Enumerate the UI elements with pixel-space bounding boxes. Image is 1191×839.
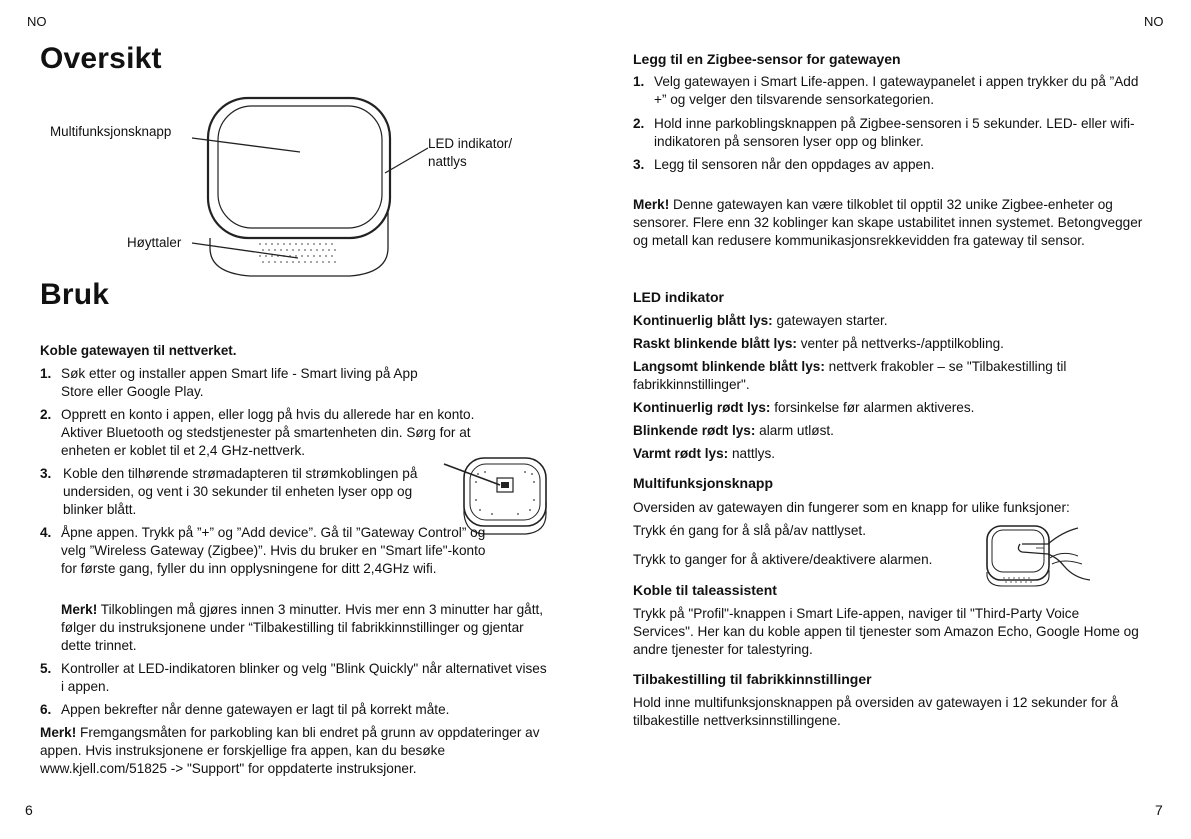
step-text: Koble den tilhørende strømadapteren til strømkoblingen på undersiden, og vent i 30 sekunder til enheten lyser opp og blinker blått. <box>63 466 418 517</box>
led-item-text: gatewayen starter. <box>772 313 888 328</box>
overview-title: Oversikt <box>40 42 162 75</box>
led-item-text: alarm utløst. <box>755 423 834 438</box>
language-code-right: NO <box>1144 14 1164 29</box>
multifunction-press-once: Trykk én gang for å slå på/av nattlyset. <box>633 523 866 538</box>
label-multifunction-button: Multifunksjonsknapp <box>50 124 172 139</box>
note-label: Merk! <box>633 197 670 212</box>
led-item-label: Raskt blinkende blått lys: <box>633 336 797 351</box>
connect-heading: Koble gatewayen til nettverket. <box>40 343 237 358</box>
step-text: Appen bekrefter når denne gatewayen er lagt til på korrekt måte. <box>61 702 450 717</box>
led-item-text: forsinkelse før alarmen aktiveres. <box>770 400 975 415</box>
connect-step-6 <box>40 701 550 719</box>
connect-step-5 <box>40 660 550 696</box>
language-code-left: NO <box>27 14 47 29</box>
zigbee-note <box>633 196 1153 250</box>
note-label: Merk! <box>61 602 98 617</box>
led-item <box>633 399 1153 417</box>
pairing-final-note <box>40 724 550 778</box>
note-text: Fremgangsmåten for parkobling kan bli endret på grunn av oppdateringer av appen. Hvis instruksjonene er forskjellige fra appen, kan du besøke www.kjell.com/51825 -> "Support" for oppdaterte instruksjoner. <box>40 725 540 776</box>
label-led-nightlight: LED indikator/ nattlys <box>428 136 513 169</box>
device-top-outer <box>208 98 390 238</box>
speaker-grille <box>259 243 336 263</box>
factory-reset-heading: Tilbakestilling til fabrikkinnstillinger <box>633 671 872 687</box>
leader-line-led <box>385 148 428 173</box>
note-label: Merk! <box>40 725 77 740</box>
step-number: 1. <box>633 74 645 89</box>
page-number-right: 7 <box>1155 802 1163 818</box>
step-number: 1. <box>40 366 52 381</box>
led-item <box>633 422 1153 440</box>
step4-note <box>61 601 546 655</box>
hand-press-illustration <box>982 520 1102 590</box>
step-text: Velg gatewayen i Smart Life-appen. I gatewaypanelet i appen trykker du på ”Add +” og velger den tilsvarende sensorkategorien. <box>654 74 1139 107</box>
step-text: Søk etter og installer appen Smart life - Smart living på App Store eller Google Play. <box>61 366 418 399</box>
led-heading: LED indikator <box>633 289 725 305</box>
device-diagram <box>180 88 440 288</box>
led-item <box>633 358 1123 394</box>
led-item-label: Blinkende rødt lys: <box>633 423 756 438</box>
multifunction-press-twice: Trykk to ganger for å aktivere/deaktivere alarmen. <box>633 552 933 567</box>
led-item-text: nettverk frakobler – se "Tilbakestilling til fabrikkinnstillinger". <box>633 359 1067 392</box>
step-text: Hold inne parkoblingsknappen på Zigbee-sensoren i 5 sekunder. LED- eller wifi-indikatoren på sensoren lyser opp og blinker. <box>654 116 1135 149</box>
led-item-text: venter på nettverks-/apptilkobling. <box>796 336 1004 351</box>
step-number: 4. <box>40 525 52 540</box>
zigbee-heading: Legg til en Zigbee-sensor for gatewayen <box>633 51 901 67</box>
led-item-label: Kontinuerlig rødt lys: <box>633 400 771 415</box>
step-text: Åpne appen. Trykk på ”+” og ”Add device”. Gå til ”Gateway Control” og velg ”Wireless Gateway (Zigbee)”. Hvis du bruker en "Smart life"-konto for første gang, fyller du inn opplysningene for ditt 2,4GHz wifi. <box>61 525 486 576</box>
step-text: Legg til sensoren når den oppdages av appen. <box>654 157 935 172</box>
led-item-label: Varmt rødt lys: <box>633 446 729 461</box>
connect-step-3 <box>40 465 455 519</box>
usage-title: Bruk <box>40 278 110 311</box>
step-number: 3. <box>633 157 645 172</box>
step-number: 6. <box>40 702 52 717</box>
voice-assistant-heading: Koble til taleassistent <box>633 582 777 598</box>
step-number: 3. <box>40 466 52 481</box>
zigbee-step-2 <box>633 115 1148 151</box>
note-text: Denne gatewayen kan være tilkoblet til opptil 32 unike Zigbee-enheter og sensorer. Flere enn 32 koblinger kan skape ustabilitet innen systemet. Betongvegger og metall kan redusere kommunikasjonsrekkevidden fra gateway til sensor. <box>633 197 1143 248</box>
connect-step-4 <box>40 524 490 578</box>
step-text: Opprett en konto i appen, eller logg på hvis du allerede har en konto. Aktiver Bluetooth og stedstjenester på smartenheten din. Sørg for at enheten er koblet til et 2,4 GHz-nettverk. <box>61 407 475 458</box>
led-item-label: Kontinuerlig blått lys: <box>633 313 773 328</box>
step-number: 5. <box>40 661 52 676</box>
led-item <box>633 445 1153 463</box>
leader-line-speaker <box>192 243 298 258</box>
connect-step-1 <box>40 365 440 401</box>
led-item-text: nattlys. <box>728 446 776 461</box>
note-text: Tilkoblingen må gjøres innen 3 minutter. Hvis mer enn 3 minutter har gått, følger du instruksjonene under “Tilbakestilling til fabrikkinnstillinger og gjentar dette trinnet. <box>61 602 544 653</box>
step-number: 2. <box>40 407 52 422</box>
led-item-label: Langsomt blinkende blått lys: <box>633 359 825 374</box>
zigbee-step-3 <box>633 156 1148 174</box>
page-number-left: 6 <box>25 802 33 818</box>
multifunction-intro: Oversiden av gatewayen din fungerer som en knapp for ulike funksjoner: <box>633 500 1070 515</box>
factory-reset-text: Hold inne multifunksjonsknappen på oversiden av gatewayen i 12 sekunder for å tilbakestille nettverksinnstillingene. <box>633 695 1119 728</box>
zigbee-step-1 <box>633 73 1148 109</box>
label-speaker: Høyttaler <box>127 235 182 250</box>
led-item <box>633 312 1153 330</box>
voice-assistant-text: Trykk på "Profil"-knappen i Smart Life-appen, naviger til "Third-Party Voice Services". Her kan du koble appen til tjenester som Amazon Echo, Google Home og andre tjenester for talestyring. <box>633 606 1139 657</box>
multifunction-heading: Multifunksjonsknapp <box>633 475 773 491</box>
step-number: 2. <box>633 116 645 131</box>
led-item <box>633 335 1153 353</box>
step-text: Kontroller at LED-indikatoren blinker og velg "Blink Quickly" når alternativet vises i appen. <box>61 661 547 694</box>
